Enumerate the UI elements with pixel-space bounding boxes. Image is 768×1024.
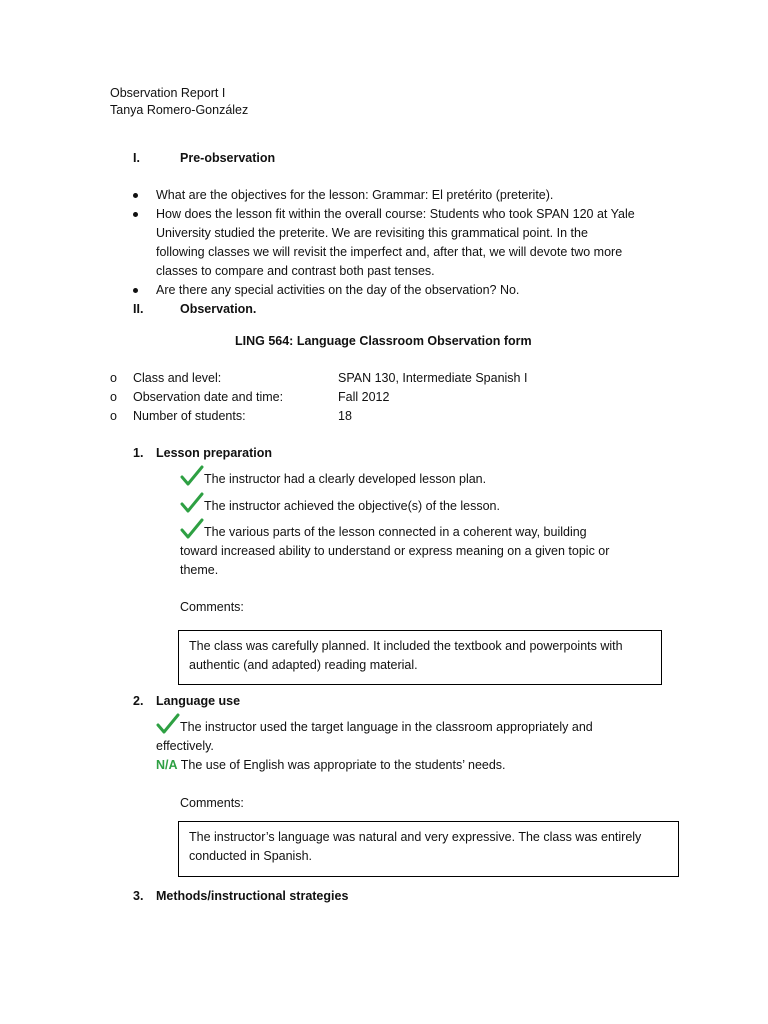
check-icon	[156, 713, 180, 735]
lesson-prep-item-3-line2: toward increased ability to understand or express meaning on a given topic or	[180, 544, 610, 558]
na-label: N/A	[156, 758, 178, 772]
circle-bullet-icon: o	[110, 390, 117, 404]
bullet-icon	[133, 193, 138, 198]
lesson-prep-item-2: The instructor achieved the objective(s) of the lesson.	[204, 499, 500, 513]
class-level-label: Class and level:	[133, 371, 222, 385]
language-use-number: 2.	[133, 694, 144, 708]
lesson-prep-comment-line1: The class was carefully planned. It included the textbook and powerpoints with	[189, 639, 623, 653]
section-2-title: Observation.	[180, 302, 257, 316]
report-title: Observation Report I	[110, 86, 226, 100]
methods-number: 3.	[133, 889, 144, 903]
lesson-prep-item-3-line1: The various parts of the lesson connected in a coherent way, building	[204, 525, 587, 539]
bullet-course-fit-line4: classes to compare and contrast both past tenses.	[156, 264, 435, 278]
section-1-numeral: I.	[133, 151, 140, 165]
language-use-item-1-line1: The instructor used the target language in the classroom appropriately and	[180, 720, 593, 734]
na-text: The use of English was appropriate to the students’ needs.	[180, 758, 506, 772]
observation-date-label: Observation date and time:	[133, 390, 284, 404]
bullet-special-activities: Are there any special activities on the day of the observation? No.	[156, 283, 520, 297]
language-use-na-item	[156, 756, 506, 775]
language-use-title: Language use	[156, 694, 241, 708]
check-icon	[180, 492, 204, 514]
lesson-prep-comment-line2: authentic (and adapted) reading material.	[189, 658, 418, 672]
check-icon	[180, 465, 204, 487]
lesson-prep-comment-box	[178, 630, 662, 685]
lesson-prep-number: 1.	[133, 446, 144, 460]
report-author: Tanya Romero-González	[110, 103, 249, 117]
lesson-prep-item-3-line3: theme.	[180, 563, 219, 577]
bullet-course-fit-line2: University studied the preterite. We are revisiting this grammatical point. In the	[156, 226, 588, 240]
student-count-value: 18	[338, 409, 352, 423]
bullet-icon	[133, 288, 138, 293]
class-level-value: SPAN 130, Intermediate Spanish I	[338, 371, 528, 385]
lesson-prep-title: Lesson preparation	[156, 446, 272, 460]
check-icon	[180, 518, 204, 540]
language-use-comment-line2: conducted in Spanish.	[189, 849, 313, 863]
language-use-comments-label: Comments:	[180, 796, 244, 810]
bullet-course-fit-line1: How does the lesson fit within the overall course: Students who took SPAN 120 at Yale	[156, 207, 635, 221]
bullet-course-fit-line3: following classes we will revisit the imperfect and, after that, we will devote two more	[156, 245, 623, 259]
language-use-comment-line1: The instructor’s language was natural and very expressive. The class was entirely	[189, 830, 642, 844]
form-title: LING 564: Language Classroom Observation form	[235, 334, 532, 348]
language-use-comment-box	[178, 821, 679, 877]
bullet-icon	[133, 212, 138, 217]
lesson-prep-item-1: The instructor had a clearly developed lesson plan.	[204, 472, 487, 486]
student-count-label: Number of students:	[133, 409, 246, 423]
methods-title: Methods/instructional strategies	[156, 889, 349, 903]
language-use-item-1-line2: effectively.	[156, 739, 214, 753]
circle-bullet-icon: o	[110, 371, 117, 385]
section-1-title: Pre-observation	[180, 151, 276, 165]
bullet-objectives: What are the objectives for the lesson: Grammar: El pretérito (preterite).	[156, 188, 554, 202]
lesson-prep-comments-label: Comments:	[180, 600, 244, 614]
observation-date-value: Fall 2012	[338, 390, 390, 404]
section-2-numeral: II.	[133, 302, 144, 316]
circle-bullet-icon: o	[110, 409, 117, 423]
